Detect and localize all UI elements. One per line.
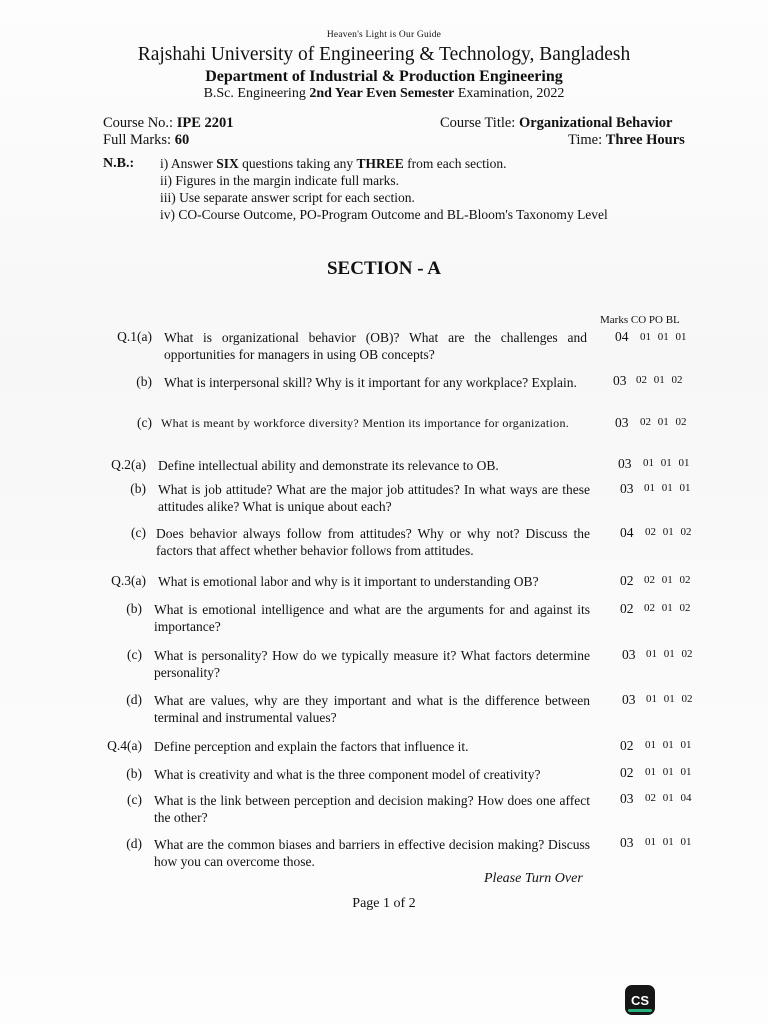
department-name: Department of Industrial & Production Engineering	[205, 68, 563, 85]
question-co-po-bl: 01 01 01	[645, 766, 692, 778]
question-marks: 03	[620, 791, 634, 806]
question-label: Q.1(a)	[117, 329, 152, 344]
question-co-po-bl: 02 01 02	[636, 374, 683, 386]
nb-instruction-3: iii) Use separate answer script for each section.	[160, 190, 415, 205]
motto: Heaven's Light is Our Guide	[326, 30, 442, 40]
nb-instruction-1	[160, 156, 507, 172]
question-text: Define intellectual ability and demonstrate its relevance to OB.	[158, 458, 499, 473]
nb1-d: THREE	[356, 156, 404, 171]
nb-instruction-4: iv) CO-Course Outcome, PO-Program Outcome and BL-Bloom's Taxonomy Level	[160, 207, 608, 222]
question-label: Q.3(a)	[111, 573, 146, 588]
please-turn-over: Please Turn Over	[484, 871, 583, 886]
question-co-po-bl: 02 01 04	[645, 792, 692, 804]
question-marks: 03	[622, 692, 636, 707]
nb1-e: from each section.	[403, 156, 507, 171]
question-marks: 02	[620, 765, 634, 780]
question-text: What is emotional labor and why is it important to understanding OB?	[158, 574, 539, 589]
question-text: What are the common biases and barriers in effective decision making? Discuss how you can overcome those.	[154, 837, 590, 869]
question-label: (c)	[127, 647, 142, 662]
section-title: SECTION - A	[326, 258, 442, 279]
question-co-po-bl: 02 01 02	[640, 416, 687, 428]
course-title-value: Organizational Behavior	[518, 115, 673, 131]
course-number-label: Course No.:	[103, 115, 177, 131]
course-number	[103, 115, 234, 132]
question-label: Q.4(a)	[107, 738, 142, 753]
question-label: Q.2(a)	[111, 457, 146, 472]
question-text: What is organizational behavior (OB)? What are the challenges and opportunities for managers in using OB concepts?	[164, 330, 587, 362]
question-co-po-bl: 01 01 01	[644, 482, 691, 494]
question-marks: 03	[615, 415, 629, 430]
question-label: (c)	[127, 792, 142, 807]
full-marks-value: 60	[174, 132, 190, 148]
nb1-a: i) Answer	[160, 156, 217, 171]
question-co-po-bl: 01 01 01	[643, 457, 690, 469]
exam-time-value: Three Hours	[605, 132, 685, 148]
question-text: Define perception and explain the factors that influence it.	[154, 739, 469, 754]
course-title	[440, 115, 672, 132]
question-co-po-bl: 01 01 01	[645, 739, 692, 751]
question-marks: 04	[615, 329, 629, 344]
question-co-po-bl: 01 01 01	[645, 836, 692, 848]
question-co-po-bl: 01 01 01	[640, 331, 687, 343]
question-marks: 03	[620, 481, 634, 496]
question-marks: 02	[620, 601, 634, 616]
nb-label: N.B.:	[103, 156, 135, 171]
question-marks: 03	[622, 647, 636, 662]
question-label: (d)	[126, 836, 142, 851]
question-label: (b)	[130, 481, 146, 496]
question-text: What is personality? How do we typically measure it? What factors determine personality?	[154, 648, 590, 680]
question-text: What is interpersonal skill? Why is it important for any workplace? Explain.	[164, 375, 577, 390]
marks-column-header: Marks CO PO BL	[600, 314, 680, 326]
question-co-po-bl: 01 01 02	[646, 693, 693, 705]
nb1-c: questions taking any	[238, 156, 357, 171]
question-co-po-bl: 02 01 02	[644, 574, 691, 586]
exam-year-semester: 2nd Year Even Semester	[309, 86, 455, 101]
exam-time-label: Time:	[568, 132, 606, 148]
course-number-value: IPE 2201	[176, 115, 234, 131]
camscanner-badge-icon[interactable]: CS	[625, 985, 655, 1015]
exam-pre: B.Sc. Engineering	[203, 86, 310, 101]
question-text: What are values, why are they important and what is the difference between terminal and instrumental values?	[154, 693, 590, 725]
question-marks: 03	[620, 835, 634, 850]
exam-post: Examination, 2022	[454, 86, 565, 101]
nb1-b: SIX	[216, 156, 239, 171]
question-text: What is meant by workforce diversity? Mention its importance for organization.	[161, 416, 570, 430]
question-text: What is creativity and what is the three component model of creativity?	[154, 767, 541, 782]
exam-name	[0, 86, 768, 102]
question-marks: 02	[620, 573, 634, 588]
question-text: Does behavior always follow from attitudes? Why or why not? Discuss the factors that affect whether behavior follows from attitudes.	[156, 526, 590, 558]
question-marks: 02	[620, 738, 634, 753]
question-co-po-bl: 02 01 02	[644, 602, 691, 614]
question-label: (c)	[137, 415, 152, 430]
course-title-label: Course Title:	[440, 115, 519, 131]
question-label: (b)	[126, 601, 142, 616]
question-marks: 03	[613, 373, 627, 388]
question-co-po-bl: 02 01 02	[645, 526, 692, 538]
question-marks: 04	[620, 525, 634, 540]
question-label: (b)	[136, 374, 152, 389]
full-marks	[103, 132, 189, 149]
question-text: What is the link between perception and decision making? How does one affect the other?	[154, 793, 590, 825]
question-text: What is job attitude? What are the major job attitudes? In what ways are these attitudes alike? What is unique about each?	[158, 482, 590, 514]
exam-time	[568, 132, 685, 149]
page-number: Page 1 of 2	[352, 896, 416, 911]
question-label: (d)	[126, 692, 142, 707]
question-co-po-bl: 01 01 02	[646, 648, 693, 660]
university-name: Rajshahi University of Engineering & Technology, Bangladesh	[137, 44, 631, 65]
question-label: (b)	[126, 766, 142, 781]
question-label: (c)	[131, 525, 146, 540]
question-text: What is emotional intelligence and what are the arguments for and against its importance?	[154, 602, 590, 634]
question-marks: 03	[618, 456, 632, 471]
nb-instruction-2: ii) Figures in the margin indicate full marks.	[160, 173, 399, 188]
full-marks-label: Full Marks:	[103, 132, 175, 148]
